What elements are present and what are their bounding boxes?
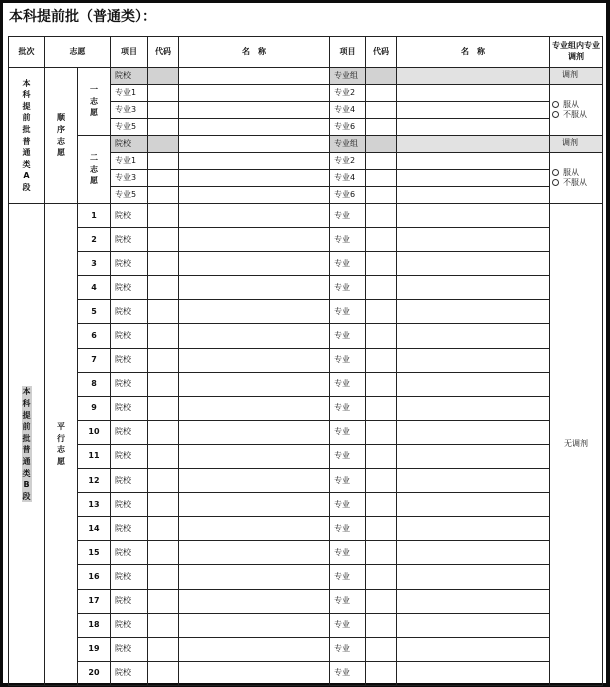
- b-school-code-input[interactable]: [148, 469, 179, 493]
- b-school-code-input[interactable]: [148, 348, 179, 372]
- b-school-name-input[interactable]: [179, 396, 330, 420]
- b-school-name-input[interactable]: [179, 228, 330, 252]
- b-wish-type-label: 平行志愿: [57, 422, 65, 467]
- b-school-code-input[interactable]: [148, 204, 179, 228]
- b-school-label: 院校: [111, 204, 148, 228]
- b-batch-cell: [9, 204, 45, 686]
- a-major-left-name-input[interactable]: [179, 187, 330, 204]
- b-row-number: 14: [78, 517, 111, 541]
- b-major-name-input[interactable]: [397, 324, 550, 348]
- a-school-name-input[interactable]: [179, 68, 330, 85]
- b-major-code-input[interactable]: [366, 420, 397, 444]
- a-major-right-name-input[interactable]: [397, 119, 550, 136]
- b-wish-row: [9, 444, 603, 468]
- b-school-code-input[interactable]: [148, 589, 179, 613]
- b-wish-row: [9, 396, 603, 420]
- a-major-left-label: 专业1: [111, 153, 148, 170]
- a-school-code-input[interactable]: [148, 68, 179, 85]
- b-major-code-input[interactable]: [366, 348, 397, 372]
- b-school-code-input[interactable]: [148, 372, 179, 396]
- b-wish-row: [9, 252, 603, 276]
- a-wish-type-label: 顺序志愿: [57, 113, 65, 158]
- a-major-left-label: 专业3: [111, 102, 148, 119]
- a-adjust-accept-radio-label: 服从: [563, 100, 579, 109]
- a-batch-label: 本科提前批普通类A段: [22, 78, 31, 192]
- b-school-code-input[interactable]: [148, 420, 179, 444]
- application-form-table: [8, 36, 603, 686]
- b-school-name-input[interactable]: [179, 589, 330, 613]
- a-wish-label-cell: [78, 136, 111, 204]
- b-school-code-input[interactable]: [148, 493, 179, 517]
- b-school-label: 院校: [111, 300, 148, 324]
- b-school-name-input[interactable]: [179, 613, 330, 637]
- a-adjust-decline-radio[interactable]: [552, 110, 602, 120]
- a-major-left-code-input[interactable]: [148, 119, 179, 136]
- b-major-label: 专业: [330, 541, 366, 565]
- b-school-name-input[interactable]: [179, 420, 330, 444]
- a-school-name-input[interactable]: [179, 136, 330, 153]
- b-major-code-input[interactable]: [366, 637, 397, 661]
- a-group-label: 专业组: [330, 68, 366, 85]
- b-wish-type-cell: [45, 204, 78, 686]
- b-major-code-input[interactable]: [366, 204, 397, 228]
- header-code: 代码: [148, 37, 179, 68]
- b-school-label: 院校: [111, 372, 148, 396]
- a-wish-2-row: [9, 136, 603, 153]
- b-wish-row: [9, 276, 603, 300]
- a-adjust-accept-radio[interactable]: [552, 100, 602, 110]
- b-school-label: 院校: [111, 541, 148, 565]
- a-major-right-name-input[interactable]: [397, 102, 550, 119]
- a-adjust-accept-radio-label: 服从: [563, 168, 579, 177]
- b-major-label: 专业: [330, 348, 366, 372]
- page-title: 本科提前批（普通类）：: [9, 9, 156, 25]
- header-item-2: 项目: [330, 37, 366, 68]
- b-major-name-input[interactable]: [397, 252, 550, 276]
- b-major-name-input[interactable]: [397, 276, 550, 300]
- b-school-label: 院校: [111, 444, 148, 468]
- a-major-left-code-input[interactable]: [148, 85, 179, 102]
- a-major-right-label: 专业4: [330, 102, 366, 119]
- b-row-number: 7: [78, 348, 111, 372]
- b-row-number: 3: [78, 252, 111, 276]
- b-wish-row: [9, 637, 603, 661]
- a-major-left-code-input[interactable]: [148, 102, 179, 119]
- radio-icon[interactable]: [552, 169, 559, 176]
- b-row-number: 8: [78, 372, 111, 396]
- b-school-name-input[interactable]: [179, 661, 330, 685]
- a-major-left-label: 专业5: [111, 119, 148, 136]
- a-adjust-accept-radio[interactable]: [552, 168, 602, 178]
- a-major-left-code-input[interactable]: [148, 170, 179, 187]
- a-major-left-label: 专业1: [111, 85, 148, 102]
- b-row-number: 11: [78, 444, 111, 468]
- b-major-label: 专业: [330, 228, 366, 252]
- a-major-left-name-input[interactable]: [179, 153, 330, 170]
- b-school-name-input[interactable]: [179, 493, 330, 517]
- a-major-left-label: 专业3: [111, 170, 148, 187]
- radio-icon[interactable]: [552, 111, 559, 118]
- b-major-code-input[interactable]: [366, 541, 397, 565]
- b-major-label: 专业: [330, 444, 366, 468]
- b-row-number: 1: [78, 204, 111, 228]
- b-major-code-input[interactable]: [366, 300, 397, 324]
- a-group-code-input[interactable]: [366, 68, 397, 85]
- a-major-right-label: 专业2: [330, 153, 366, 170]
- a-adjust-decline-radio[interactable]: [552, 178, 602, 188]
- b-school-code-input[interactable]: [148, 565, 179, 589]
- b-major-code-input[interactable]: [366, 228, 397, 252]
- b-major-name-input[interactable]: [397, 637, 550, 661]
- b-major-name-input[interactable]: [397, 565, 550, 589]
- b-school-label: 院校: [111, 613, 148, 637]
- header-name-2: 名 称: [397, 37, 550, 68]
- b-major-label: 专业: [330, 204, 366, 228]
- a-major-left-name-input[interactable]: [179, 170, 330, 187]
- radio-icon[interactable]: [552, 101, 559, 108]
- b-major-name-input[interactable]: [397, 228, 550, 252]
- b-major-label: 专业: [330, 565, 366, 589]
- b-major-name-input[interactable]: [397, 661, 550, 685]
- a-major-right-label: 专业6: [330, 119, 366, 136]
- a-adjust-options: [550, 85, 603, 136]
- a-major-right-label: 专业2: [330, 85, 366, 102]
- a-adjust-options: [550, 153, 603, 204]
- b-major-label: 专业: [330, 661, 366, 685]
- a-school-label: 院校: [111, 68, 148, 85]
- b-school-code-input[interactable]: [148, 396, 179, 420]
- b-school-label: 院校: [111, 396, 148, 420]
- a-major-right-code-input[interactable]: [366, 187, 397, 204]
- a-major-right-name-input[interactable]: [397, 153, 550, 170]
- b-major-label: 专业: [330, 300, 366, 324]
- b-school-name-input[interactable]: [179, 541, 330, 565]
- a-wish-type-cell: [45, 68, 78, 204]
- b-row-number: 20: [78, 661, 111, 685]
- b-school-label: 院校: [111, 637, 148, 661]
- b-major-code-input[interactable]: [366, 493, 397, 517]
- b-row-number: 9: [78, 396, 111, 420]
- a-major-right-name-input[interactable]: [397, 170, 550, 187]
- b-school-code-input[interactable]: [148, 300, 179, 324]
- b-row-number: 5: [78, 300, 111, 324]
- b-school-name-input[interactable]: [179, 348, 330, 372]
- a-school-label: 院校: [111, 136, 148, 153]
- a-group-label: 专业组: [330, 136, 366, 153]
- a-major-left-label: 专业5: [111, 187, 148, 204]
- a-major-left-code-input[interactable]: [148, 187, 179, 204]
- b-school-name-input[interactable]: [179, 252, 330, 276]
- a-wish-label: 一志愿: [90, 85, 98, 118]
- b-wish-row: [9, 613, 603, 637]
- a-major-right-code-input[interactable]: [366, 85, 397, 102]
- b-school-code-input[interactable]: [148, 661, 179, 685]
- b-school-label: 院校: [111, 589, 148, 613]
- b-major-code-input[interactable]: [366, 589, 397, 613]
- b-major-name-input[interactable]: [397, 348, 550, 372]
- a-wish-label-cell: [78, 68, 111, 136]
- a-major-right-code-input[interactable]: [366, 119, 397, 136]
- b-row-number: 15: [78, 541, 111, 565]
- b-major-code-input[interactable]: [366, 444, 397, 468]
- b-wish-row: [9, 517, 603, 541]
- b-school-code-input[interactable]: [148, 444, 179, 468]
- b-school-name-input[interactable]: [179, 637, 330, 661]
- header-row: [9, 37, 603, 68]
- b-wish-row: [9, 348, 603, 372]
- b-row-number: 6: [78, 324, 111, 348]
- b-school-label: 院校: [111, 420, 148, 444]
- b-school-label: 院校: [111, 276, 148, 300]
- b-school-label: 院校: [111, 348, 148, 372]
- b-school-name-input[interactable]: [179, 300, 330, 324]
- b-major-name-input[interactable]: [397, 444, 550, 468]
- b-row-number: 13: [78, 493, 111, 517]
- b-major-name-input[interactable]: [397, 469, 550, 493]
- b-major-name-input[interactable]: [397, 372, 550, 396]
- b-major-label: 专业: [330, 589, 366, 613]
- b-wish-row: [9, 565, 603, 589]
- header-adjust: 专业组内专业调剂: [550, 37, 603, 68]
- b-school-name-input[interactable]: [179, 517, 330, 541]
- b-major-name-input[interactable]: [397, 541, 550, 565]
- b-wish-row: [9, 372, 603, 396]
- b-school-code-input[interactable]: [148, 517, 179, 541]
- header-item: 项目: [111, 37, 148, 68]
- b-wish-row: [9, 420, 603, 444]
- b-row-number: 10: [78, 420, 111, 444]
- b-school-label: 院校: [111, 228, 148, 252]
- header-code-2: 代码: [366, 37, 397, 68]
- b-major-code-input[interactable]: [366, 396, 397, 420]
- b-school-label: 院校: [111, 469, 148, 493]
- b-school-code-input[interactable]: [148, 228, 179, 252]
- a-group-code-input[interactable]: [366, 136, 397, 153]
- b-wish-row: [9, 469, 603, 493]
- a-major-left-name-input[interactable]: [179, 119, 330, 136]
- b-adjust-cell: 无调剂: [550, 204, 603, 686]
- b-school-code-input[interactable]: [148, 541, 179, 565]
- a-wish-label: 二志愿: [90, 153, 98, 186]
- b-school-label: 院校: [111, 324, 148, 348]
- b-school-label: 院校: [111, 493, 148, 517]
- b-major-name-input[interactable]: [397, 396, 550, 420]
- a-major-left-name-input[interactable]: [179, 102, 330, 119]
- b-major-name-input[interactable]: [397, 420, 550, 444]
- b-school-label: 院校: [111, 565, 148, 589]
- header-wish: 志愿: [45, 37, 111, 68]
- b-major-code-input[interactable]: [366, 565, 397, 589]
- b-school-name-input[interactable]: [179, 324, 330, 348]
- a-batch-cell: [9, 68, 45, 204]
- b-wish-row: [9, 204, 603, 228]
- b-school-label: 院校: [111, 517, 148, 541]
- header-name: 名 称: [179, 37, 330, 68]
- b-major-code-input[interactable]: [366, 469, 397, 493]
- b-major-label: 专业: [330, 517, 366, 541]
- b-row-number: 17: [78, 589, 111, 613]
- a-major-right-name-input[interactable]: [397, 187, 550, 204]
- b-school-label: 院校: [111, 252, 148, 276]
- b-major-name-input[interactable]: [397, 589, 550, 613]
- b-wish-row: [9, 300, 603, 324]
- a-major-left-name-input[interactable]: [179, 85, 330, 102]
- b-wish-row: [9, 493, 603, 517]
- b-school-name-input[interactable]: [179, 444, 330, 468]
- b-row-number: 2: [78, 228, 111, 252]
- b-major-label: 专业: [330, 396, 366, 420]
- b-row-number: 18: [78, 613, 111, 637]
- b-major-name-input[interactable]: [397, 517, 550, 541]
- b-major-name-input[interactable]: [397, 300, 550, 324]
- b-major-label: 专业: [330, 372, 366, 396]
- b-wish-row: [9, 228, 603, 252]
- b-batch-label: 本科提前批普通类B段: [22, 387, 31, 501]
- b-major-label: 专业: [330, 469, 366, 493]
- radio-icon[interactable]: [552, 179, 559, 186]
- b-major-label: 专业: [330, 613, 366, 637]
- b-row-number: 12: [78, 469, 111, 493]
- b-school-code-input[interactable]: [148, 637, 179, 661]
- b-school-name-input[interactable]: [179, 204, 330, 228]
- b-major-code-input[interactable]: [366, 252, 397, 276]
- a-adjust-decline-radio-label: 不服从: [563, 110, 587, 119]
- a-major-right-label: 专业6: [330, 187, 366, 204]
- b-major-label: 专业: [330, 420, 366, 444]
- b-major-label: 专业: [330, 252, 366, 276]
- a-group-name-input[interactable]: [397, 68, 550, 85]
- b-major-code-input[interactable]: [366, 517, 397, 541]
- a-adjust-title: 调剂: [550, 136, 603, 153]
- b-major-name-input[interactable]: [397, 613, 550, 637]
- b-school-code-input[interactable]: [148, 276, 179, 300]
- b-wish-row: [9, 541, 603, 565]
- form-page: [3, 3, 606, 683]
- header-batch: 批次: [9, 37, 45, 68]
- b-major-code-input[interactable]: [366, 276, 397, 300]
- b-major-code-input[interactable]: [366, 372, 397, 396]
- b-wish-row: [9, 661, 603, 685]
- b-school-code-input[interactable]: [148, 252, 179, 276]
- b-row-number: 19: [78, 637, 111, 661]
- a-wish-1-row: [9, 68, 603, 85]
- b-school-label: 院校: [111, 661, 148, 685]
- b-major-name-input[interactable]: [397, 204, 550, 228]
- b-major-name-input[interactable]: [397, 493, 550, 517]
- a-group-name-input[interactable]: [397, 136, 550, 153]
- b-school-name-input[interactable]: [179, 276, 330, 300]
- a-adjust-title: 调剂: [550, 68, 603, 85]
- a-major-right-code-input[interactable]: [366, 153, 397, 170]
- b-wish-row: [9, 324, 603, 348]
- a-major-left-code-input[interactable]: [148, 153, 179, 170]
- a-major-right-label: 专业4: [330, 170, 366, 187]
- b-school-name-input[interactable]: [179, 565, 330, 589]
- a-adjust-decline-radio-label: 不服从: [563, 178, 587, 187]
- b-wish-row: [9, 589, 603, 613]
- b-major-label: 专业: [330, 324, 366, 348]
- b-school-code-input[interactable]: [148, 324, 179, 348]
- b-major-label: 专业: [330, 493, 366, 517]
- b-major-label: 专业: [330, 276, 366, 300]
- a-school-code-input[interactable]: [148, 136, 179, 153]
- b-row-number: 16: [78, 565, 111, 589]
- b-row-number: 4: [78, 276, 111, 300]
- b-school-name-input[interactable]: [179, 469, 330, 493]
- a-major-right-code-input[interactable]: [366, 102, 397, 119]
- a-major-right-name-input[interactable]: [397, 85, 550, 102]
- b-school-name-input[interactable]: [179, 372, 330, 396]
- b-major-label: 专业: [330, 637, 366, 661]
- b-major-code-input[interactable]: [366, 661, 397, 685]
- b-major-code-input[interactable]: [366, 324, 397, 348]
- b-school-code-input[interactable]: [148, 613, 179, 637]
- b-major-code-input[interactable]: [366, 613, 397, 637]
- a-major-right-code-input[interactable]: [366, 170, 397, 187]
